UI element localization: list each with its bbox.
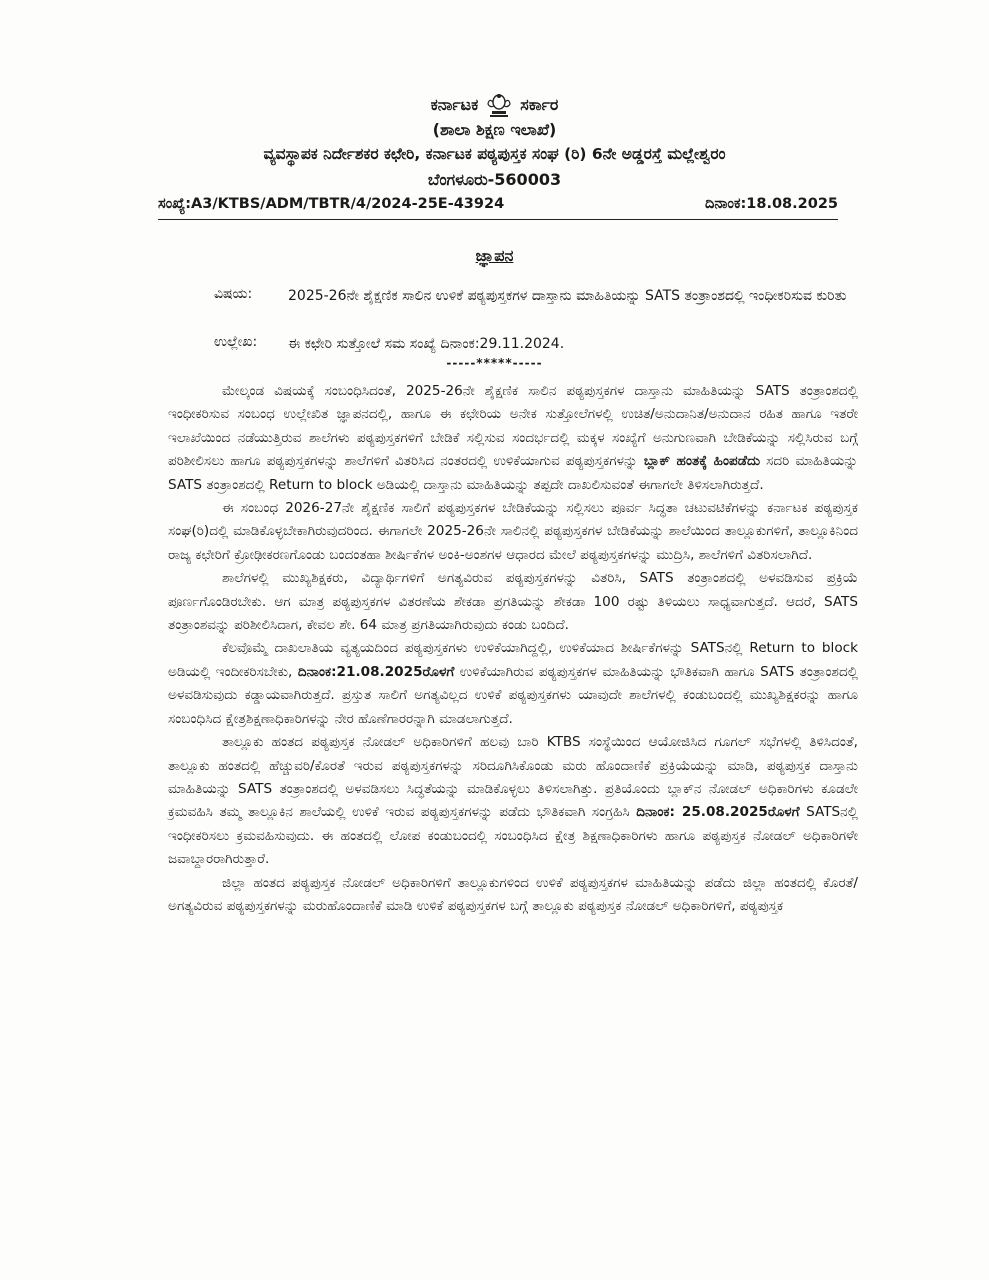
header-divider xyxy=(158,219,838,220)
department-name: (ಶಾಲಾ ಶಿಕ್ಷಣ ಇಲಾಖೆ) xyxy=(432,120,557,139)
state-emblem-icon xyxy=(484,92,514,118)
office-address: ವ್ಯವಸ್ಥಾಪಕ ನಿರ್ದೇಶಕರ ಕಛೇರಿ, ಕರ್ನಾಟಕ ಪಠ್ಯಪುಸ್ತಕ ಸಂಘ (ರಿ) 6ನೇ ಅಡ್ಡರಸ್ತೆ ಮಲ್ಲೇಶ್ವರಂ xyxy=(263,145,726,163)
paragraph-1: ಮೇಲ್ಕಂಡ ವಿಷಯಕ್ಕೆ ಸಂಬಂಧಿಸಿದಂತೆ, 2025-26ನೇ ಶೈಕ್ಷಣಿಕ ಸಾಲಿನ ಪಠ್ಯಪುಸ್ತಕಗಳ ದಾಸ್ತಾನು ಮಾಹಿತಿಯನ್ನು SATS ತಂತ್ರಾಂಶದಲ್ಲಿ ಇಂಧೀಕರಿಸುವ ಸಂಬಂಧ ಉಲ್ಲೇಖಿತ ಜ್ಞಾಪನದಲ್ಲಿ, ಹಾಗೂ ಈ ಕಛೇರಿಯ ಅನೇಕ ಸುತ್ತೋಲೆಗಳಲ್ಲಿ ಉಚಿತ/ಅನುದಾನಿತ/ಅನುದಾನ ರಹಿತ ಹಾಗೂ ಇತರೇ ಇಲಾಖೆಯಿಂದ ನಡೆಯುತ್ತಿರುವ ಶಾಲೆಗಳು ಪಠ್ಯಪುಸ್ತಕಗಳಿಗೆ ಬೇಡಿಕೆ ಸಲ್ಲಿಸುವ ಸಂದರ್ಭದಲ್ಲಿ ಮಕ್ಕಳ ಸಂಖ್ಯೆಗೆ ಅನುಗುಣವಾಗಿ ಬೇಡಿಕೆಯನ್ನು ಸಲ್ಲಿಸಿರುವ ಬಗ್ಗೆ ಪರಿಶೀಲಿಸಲು ಹಾಗೂ ಪಠ್ಯಪುಸ್ತಕಗಳನ್ನು ಶಾಲೆಗಳಿಗೆ ವಿತರಿಸಿದ ನಂತರದಲ್ಲಿ ಉಳಿಕೆಯಾಗುವ ಪಠ್ಯಪುಸ್ತಕಗಳನ್ನು ಬ್ಲಾಕ್ ಹಂತಕ್ಕೆ ಹಿಂಪಡೆದು ಸದರಿ ಮಾಹಿತಿಯನ್ನು SATS ತಂತ್ರಾಂಶದಲ್ಲಿ Return to block ಅಡಿಯಲ್ಲಿ ದಾಸ್ತಾನು ಮಾಹಿತಿಯನ್ನು ತಪ್ಪದೇ ದಾಖಲಿಸುವಂತೆ ಈಗಾಗಲೇ ತಿಳಿಸಲಾಗಿರುತ್ತದೆ. xyxy=(168,383,858,493)
subject-text: 2025-26ನೇ ಶೈಕ್ಷಣಿಕ ಸಾಲಿನ ಉಳಿಕೆ ಪಠ್ಯಪುಸ್ತಕಗಳ ದಾಸ್ತಾನು ಮಾಹಿತಿಯನ್ನು SATS ತಂತ್ರಾಂಶದಲ್ಲಿ ಇಂಧೀಕರಿಸುವ ಕುರಿತು xyxy=(288,288,847,304)
subject-label: ವಿಷಯ: xyxy=(214,286,253,302)
reference-number: ಸಂಖ್ಯೆ:A3/KTBS/ADM/TBTR/4/2024-25E-43924 xyxy=(158,196,505,212)
reference-row xyxy=(158,196,838,212)
office-city: ಬೆಂಗಳೂರು-560003 xyxy=(427,170,562,189)
paragraph-5: ತಾಲ್ಲೂಕು ಹಂತದ ಪಠ್ಯಪುಸ್ತಕ ನೋಡಲ್ ಅಧಿಕಾರಿಗಳಿಗೆ ಹಲವು ಬಾರಿ KTBS ಸಂಸ್ಥೆಯಿಂದ ಆಯೋಜಿಸಿದ ಗೂಗಲ್ ಸಭೆಗಳಲ್ಲಿ ತಿಳಿಸಿದಂತೆ, ತಾಲ್ಲೂಕು ಹಂತದಲ್ಲಿ ಹೆಚ್ಚುವರಿ/ಕೊರತೆ ಇರುವ ಪಠ್ಯಪುಸ್ತಕಗಳನ್ನು ಸರಿದೂಗಿಸಿಕೊಂಡು ಮರು ಹೊಂದಾಣಿಕೆ ಪ್ರಕ್ರಿಯೆಯನ್ನು ಮಾಡಿ, ಪಠ್ಯಪುಸ್ತಕ ದಾಸ್ತಾನು ಮಾಹಿತಿಯನ್ನು SATS ತಂತ್ರಾಂಶದಲ್ಲಿ ಅಳವಡಿಸಲು ಸಿದ್ಧತೆಯನ್ನು ಮಾಡಿಕೊಳ್ಳಲು ತಿಳಿಸಲಾಗಿತ್ತು. ಪ್ರತಿಯೊಂದು ಬ್ಲಾಕ್‌ನ ನೋಡಲ್ ಅಧಿಕಾರಿಗಳು ಕೂಡಲೇ ಕ್ರಮವಹಿಸಿ ತಮ್ಮ ತಾಲ್ಲೂಕಿನ ಶಾಲೆಯಲ್ಲಿ ಉಳಿಕೆ ಇರುವ ಪಠ್ಯಪುಸ್ತಕಗಳನ್ನು ಪಡೆದು ಭೌತಿಕವಾಗಿ ಸಂಗ್ರಹಿಸಿ ದಿನಾಂಕ: 25.08.2025ರೊಳಗೆ SATSನಲ್ಲಿ ಇಂಧೀಕರಿಸಲು ಕ್ರಮವಹಿಸುವುದು. ಈ ಹಂತದಲ್ಲಿ ಲೋಪ ಕಂಡುಬಂದಲ್ಲಿ ಸಂಬಂಧಿಸಿದ ಕ್ಷೇತ್ರ ಶಿಕ್ಷಣಾಧಿಕಾರಿಗಳು ಹಾಗೂ ಪಠ್ಯಪುಸ್ತಕ ನೋಡಲ್ ಅಧಿಕಾರಿಗಳೇ ಜವಾಬ್ದಾರರಾಗಿರುತ್ತಾರೆ. xyxy=(168,734,858,868)
government-heading xyxy=(0,92,989,118)
memo-title: ಜ್ಞಾಪನ xyxy=(475,246,514,265)
govt-name-left: ಕರ್ನಾಟಕ xyxy=(430,95,479,114)
paragraph-4: ಕೆಲವೊಮ್ಮೆ ದಾಖಲಾತಿಯ ವ್ಯತ್ಯಯದಿಂದ ಪಠ್ಯಪುಸ್ತಕಗಳು ಉಳಿಕೆಯಾಗಿದ್ದಲ್ಲಿ, ಉಳಿಕೆಯಾದ ಶೀರ್ಷಿಕೆಗಳನ್ನು SATSನಲ್ಲಿ Return to block ಅಡಿಯಲ್ಲಿ ಇಂದೀಕರಿಸಬೇಕು, ದಿನಾಂಕ:21.08.2025ರೊಳಗೆ ಉಳಿಕೆಯಾಗಿರುವ ಪಠ್ಯಪುಸ್ತಕಗಳ ಮಾಹಿತಿಯನ್ನು ಭೌತಿಕವಾಗಿ ಹಾಗೂ SATS ತಂತ್ರಾಂಶದಲ್ಲಿ ಅಳವಡಿಸುವುದು ಕಡ್ಡಾಯವಾಗಿರುತ್ತದೆ. ಪ್ರಸ್ತುತ ಸಾಲಿಗೆ ಅಗತ್ಯವಿಲ್ಲದ ಉಳಿಕೆ ಪಠ್ಯಪುಸ್ತಕಗಳು ಯಾವುದೇ ಶಾಲೆಗಳಲ್ಲಿ ಕಂಡುಬಂದಲ್ಲಿ ಮುಖ್ಯಶಿಕ್ಷಕರನ್ನು ಹಾಗೂ ಸಂಬಂಧಿಸಿದ ಕ್ಷೇತ್ರಶಿಕ್ಷಣಾಧಿಕಾರಿಗಳನ್ನು ನೇರ ಹೊಣೆಗಾರರನ್ನಾಗಿ ಮಾಡಲಾಗುತ್ತದೆ. xyxy=(168,640,859,727)
reference-label: ಉಲ್ಲೇಖ: xyxy=(214,334,258,350)
separator: -----*****----- xyxy=(446,356,543,370)
memo-body xyxy=(168,380,858,918)
paragraph-3: ಶಾಲೆಗಳಲ್ಲಿ ಮುಖ್ಯಶಿಕ್ಷಕರು, ವಿದ್ಯಾರ್ಥಿಗಳಿಗೆ ಅಗತ್ಯವಿರುವ ಪಠ್ಯಪುಸ್ತಕಗಳನ್ನು ವಿತರಿಸಿ, SATS ತಂತ್ರಾಂಶದಲ್ಲಿ ಅಳವಡಿಸುವ ಪ್ರಕ್ರಿಯೆ ಪೂರ್ಣಗೊಂಡಿರಬೇಕು. ಆಗ ಮಾತ್ರ ಪಠ್ಯಪುಸ್ತಕಗಳ ವಿತರಣೆಯ ಶೇಕಡಾ ಪ್ರಗತಿಯನ್ನು ಶೇಕಡಾ 100 ರಷ್ಟು ತಿಳಿಯಲು ಸಾಧ್ಯವಾಗುತ್ತದೆ. ಆದರೆ, SATS ತಂತ್ರಾಂಶವನ್ನು ಪರಿಶೀಲಿಸಿದಾಗ, ಕೇವಲ ಶೇ. 64 ಮಾತ್ರ ಪ್ರಗತಿಯಾಗಿರುವುದು ಕಂಡು ಬಂದಿದೆ. xyxy=(168,570,858,634)
reference-date: ದಿನಾಂಕ:18.08.2025 xyxy=(704,196,838,212)
govt-name-right: ಸರ್ಕಾರ xyxy=(520,95,559,114)
paragraph-2: ಈ ಸಂಬಂಧ 2026-27ನೇ ಶೈಕ್ಷಣಿಕ ಸಾಲಿಗೆ ಪಠ್ಯಪುಸ್ತಕಗಳ ಬೇಡಿಕೆಯನ್ನು ಸಲ್ಲಿಸಲು ಪೂರ್ವ ಸಿದ್ಧತಾ ಚಟುವಟಿಕೆಗಳನ್ನು ಕರ್ನಾಟಕ ಪಠ್ಯಪುಸ್ತಕ ಸಂಘ(ರಿ)ದಲ್ಲಿ ಮಾಡಿಕೊಳ್ಳಬೇಕಾಗಿರುವುದರಿಂದ. ಈಗಾಗಲೇ 2025-26ನೇ ಸಾಲಿನಲ್ಲಿ ಪಠ್ಯಪುಸ್ತಕಗಳ ಬೇಡಿಕೆಯನ್ನು ಶಾಲೆಯಿಂದ ತಾಲ್ಲೂಕುಗಳಿಗೆ, ತಾಲ್ಲೂಕಿನಿಂದ ರಾಜ್ಯ ಕಛೇರಿಗೆ ಕ್ರೋಢೀಕರಣಗೊಂಡು ಬಂದಂತಹಾ ಶೀರ್ಷಿಕೆಗಳ ಅಂಕಿ-ಅಂಶಗಳ ಆಧಾರದ ಮೇಲೆ ಪಠ್ಯಪುಸ್ತಕಗಳನ್ನು ಮುದ್ರಿಸಿ, ಶಾಲೆಗಳಿಗೆ ವಿತರಿಸಲಾಗಿದೆ. xyxy=(168,500,858,563)
paragraph-6: ಜಿಲ್ಲಾ ಹಂತದ ಪಠ್ಯಪುಸ್ತಕ ನೋಡಲ್ ಅಧಿಕಾರಿಗಳಿಗೆ ತಾಲ್ಲೂಕುಗಳಿಂದ ಉಳಿಕೆ ಪಠ್ಯಪುಸ್ತಕಗಳ ಮಾಹಿತಿಯನ್ನು ಪಡೆದು ಜಿಲ್ಲಾ ಹಂತದಲ್ಲಿ ಕೊರತೆ/ಅಗತ್ಯವಿರುವ ಪಠ್ಯಪುಸ್ತಕಗಳನ್ನು ಮರುಹೊಂದಾಣಿಕೆ ಮಾಡಿ ಉಳಿಕೆ ಪಠ್ಯಪುಸ್ತಕಗಳ ಬಗ್ಗೆ ತಾಲ್ಲೂಕು ಪಠ್ಯಪುಸ್ತಕ ನೋಡಲ್ ಅಧಿಕಾರಿಗಳಿಗೆ, ಪಠ್ಯಪುಸ್ತಕ xyxy=(168,874,858,914)
reference-text: ಈ ಕಛೇರಿ ಸುತ್ತೋಲೆ ಸಮ ಸಂಖ್ಯೆ ದಿನಾಂಕ:29.11.2024. xyxy=(288,336,565,352)
